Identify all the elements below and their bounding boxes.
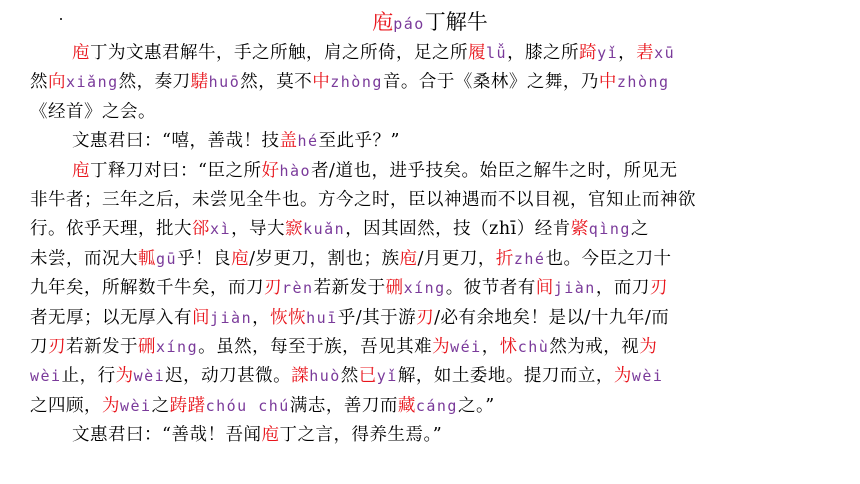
pinyin-annotation: huō <box>208 73 241 92</box>
highlighted-char: 窾 <box>285 219 304 240</box>
text-line <box>30 98 830 127</box>
body-text: 文惠君曰：“嘻，善哉！技 <box>72 131 280 152</box>
pinyin-annotation: qìng <box>588 220 631 239</box>
text-line <box>30 186 830 215</box>
body-text: ， <box>252 307 271 328</box>
body-text: ， <box>481 336 500 357</box>
text-line <box>30 362 830 391</box>
highlighted-char: 砉 <box>636 43 655 63</box>
body-text: 乎！良 <box>177 248 232 269</box>
highlighted-char: 騞 <box>190 72 209 93</box>
passage-text <box>30 39 830 450</box>
body-text: /岁更刀，割也；族 <box>249 248 400 269</box>
highlighted-char: 间 <box>192 307 210 328</box>
pinyin-annotation: wèi <box>30 367 62 386</box>
highlighted-char: 謋 <box>291 366 310 387</box>
highlighted-char: 刃 <box>649 278 668 299</box>
pinyin-annotation: huī <box>306 308 338 327</box>
highlighted-char: 踦 <box>579 43 598 63</box>
body-text: 之 <box>630 219 649 240</box>
body-text: 若新发于 <box>66 336 138 357</box>
body-text: 刀 <box>30 336 48 357</box>
highlighted-char: 中 <box>312 72 331 93</box>
body-text: ，导大 <box>231 219 286 240</box>
pinyin-annotation: jiàn <box>210 308 253 327</box>
text-line <box>30 274 830 303</box>
highlighted-char: 为 <box>115 366 134 387</box>
highlighted-char: 庖 <box>231 248 250 269</box>
highlighted-char: 硎 <box>385 278 404 299</box>
body-text: /必有余地矣！是以/十九年/而 <box>434 307 670 328</box>
body-text: 也。今臣之刀十 <box>545 248 672 269</box>
pinyin-annotation: zhé <box>513 249 546 268</box>
highlighted-char: 盖 <box>279 131 298 152</box>
text-line <box>30 68 830 97</box>
pinyin-annotation: xiǎng <box>66 73 119 92</box>
body-text: 然为戒，视 <box>549 336 640 357</box>
text-line <box>30 215 830 244</box>
highlighted-char: 庖 <box>72 43 90 63</box>
text-line <box>30 245 830 274</box>
highlighted-char: 为 <box>102 395 120 416</box>
highlighted-char: 已 <box>358 366 377 387</box>
highlighted-char: 怵 <box>499 336 518 357</box>
pinyin-annotation: wèi <box>631 367 664 386</box>
body-text: 之 <box>151 395 170 416</box>
pinyin-annotation: xíng <box>403 279 446 298</box>
highlighted-char: 庖 <box>372 10 394 34</box>
highlighted-char: 好 <box>261 160 280 181</box>
body-text: 丁解牛 <box>424 10 488 34</box>
pinyin-annotation: chóu chú <box>205 396 290 415</box>
highlighted-char: 为 <box>639 336 658 357</box>
body-text: 丁释刀对曰：“臣之所 <box>90 160 262 181</box>
pinyin-annotation: wèi <box>133 367 166 386</box>
highlighted-char: 间 <box>535 278 554 299</box>
text-line <box>30 304 830 333</box>
pinyin-annotation: cáng <box>415 396 458 415</box>
pinyin-annotation: hé <box>297 132 319 151</box>
body-text: 至此乎？” <box>318 131 400 152</box>
highlighted-char: 刃 <box>416 307 435 328</box>
highlighted-char: 刃 <box>48 336 66 357</box>
body-text: 然 <box>340 366 359 387</box>
body-text: 之。” <box>457 395 495 416</box>
highlighted-char: 刃 <box>264 278 282 299</box>
highlighted-char: 綮 <box>570 219 589 240</box>
body-text: ，膝之所 <box>507 43 580 63</box>
body-text: 止，行 <box>61 366 116 387</box>
body-text: 者/道也，进乎技矣。始臣之解牛之时，所见无 <box>311 160 678 181</box>
highlighted-char: 为 <box>432 336 451 357</box>
pinyin-annotation: yǐ <box>597 44 619 62</box>
pinyin-annotation: zhòng <box>616 73 670 92</box>
highlighted-char: 藏 <box>397 395 416 416</box>
highlighted-char: 向 <box>48 72 66 93</box>
pinyin-annotation: wèi <box>120 396 152 415</box>
body-text: 若新发于 <box>313 278 386 299</box>
body-text: 九年矣，所解数千牛矣，而刀 <box>30 278 264 299</box>
body-text: /月更刀， <box>417 248 496 269</box>
body-text: 未尝，而况大 <box>30 248 138 269</box>
highlighted-char: 硎 <box>138 336 156 357</box>
body-text: 解，如土委地。提刀而立， <box>397 366 614 387</box>
pinyin-annotation: hào <box>279 161 312 180</box>
pinyin-annotation: yǐ <box>376 367 398 386</box>
highlighted-char: 軱 <box>138 248 156 269</box>
body-text: 乎/其于游 <box>337 307 417 328</box>
page-title <box>0 8 860 38</box>
body-text: 行。依乎天理，批大 <box>30 219 192 240</box>
pinyin-annotation: huò <box>309 367 341 386</box>
text-line <box>30 333 830 362</box>
highlighted-char: 履 <box>468 43 486 63</box>
text-line <box>30 157 830 186</box>
body-text: ， <box>618 43 637 63</box>
pinyin-annotation: wéi <box>450 337 482 356</box>
body-text: ，因其固然，技（zhī）经肯 <box>345 219 571 240</box>
body-text: 音。合于《桑林》之舞，乃 <box>382 72 599 93</box>
body-text: 满志，善刀而 <box>289 395 398 416</box>
pinyin-annotation: lǚ <box>486 44 508 62</box>
body-text: 丁为文惠君解牛，手之所触，肩之所倚，足之所 <box>90 43 468 63</box>
highlighted-char: 中 <box>598 72 617 93</box>
highlighted-char: 庖 <box>72 160 90 181</box>
body-text: 之四顾， <box>30 395 102 416</box>
highlighted-char: 为 <box>613 366 632 387</box>
body-text: 然 <box>30 72 48 93</box>
body-text: 。虽然，每至于族，吾见其难 <box>198 336 433 357</box>
text-line <box>30 127 830 156</box>
body-text: 迟，动刀甚微。 <box>165 366 292 387</box>
highlighted-char: 庖 <box>399 248 418 269</box>
body-text: 丁之言，得养生焉。” <box>279 425 443 446</box>
text-line <box>30 421 830 450</box>
highlighted-char: 庖 <box>261 425 280 446</box>
pinyin-annotation: páo <box>393 15 425 33</box>
pinyin-annotation: chù <box>517 337 550 356</box>
text-line <box>30 392 830 421</box>
body-text: 文惠君曰：“善哉！吾闻 <box>72 425 262 446</box>
body-text: 然，莫不 <box>240 72 313 93</box>
body-text: 。彼节者有 <box>445 278 536 299</box>
highlighted-char: 恢恢 <box>270 307 307 328</box>
pinyin-annotation: xì <box>210 220 232 239</box>
pinyin-annotation: xū <box>654 44 676 62</box>
pinyin-annotation: zhòng <box>330 73 383 92</box>
body-text: 非牛者；三年之后，未尝见全牛也。方今之时，臣以神遇而不以目视，官知止而神欲 <box>30 189 696 210</box>
pinyin-annotation: rèn <box>282 279 314 298</box>
body-text: 然，奏刀 <box>118 72 191 93</box>
body-text: ，而刀 <box>595 278 650 299</box>
pinyin-annotation: kuǎn <box>303 220 346 239</box>
highlighted-char: 折 <box>495 248 514 269</box>
pinyin-annotation: gū <box>156 249 178 268</box>
body-text: 者无厚；以无厚入有 <box>30 307 192 328</box>
highlighted-char: 郤 <box>192 219 210 240</box>
body-text: 《经首》之会。 <box>30 101 156 122</box>
highlighted-char: 踌躇 <box>169 395 206 416</box>
pinyin-annotation: jiàn <box>553 279 596 298</box>
text-line <box>30 39 830 68</box>
pinyin-annotation: xíng <box>156 337 199 356</box>
